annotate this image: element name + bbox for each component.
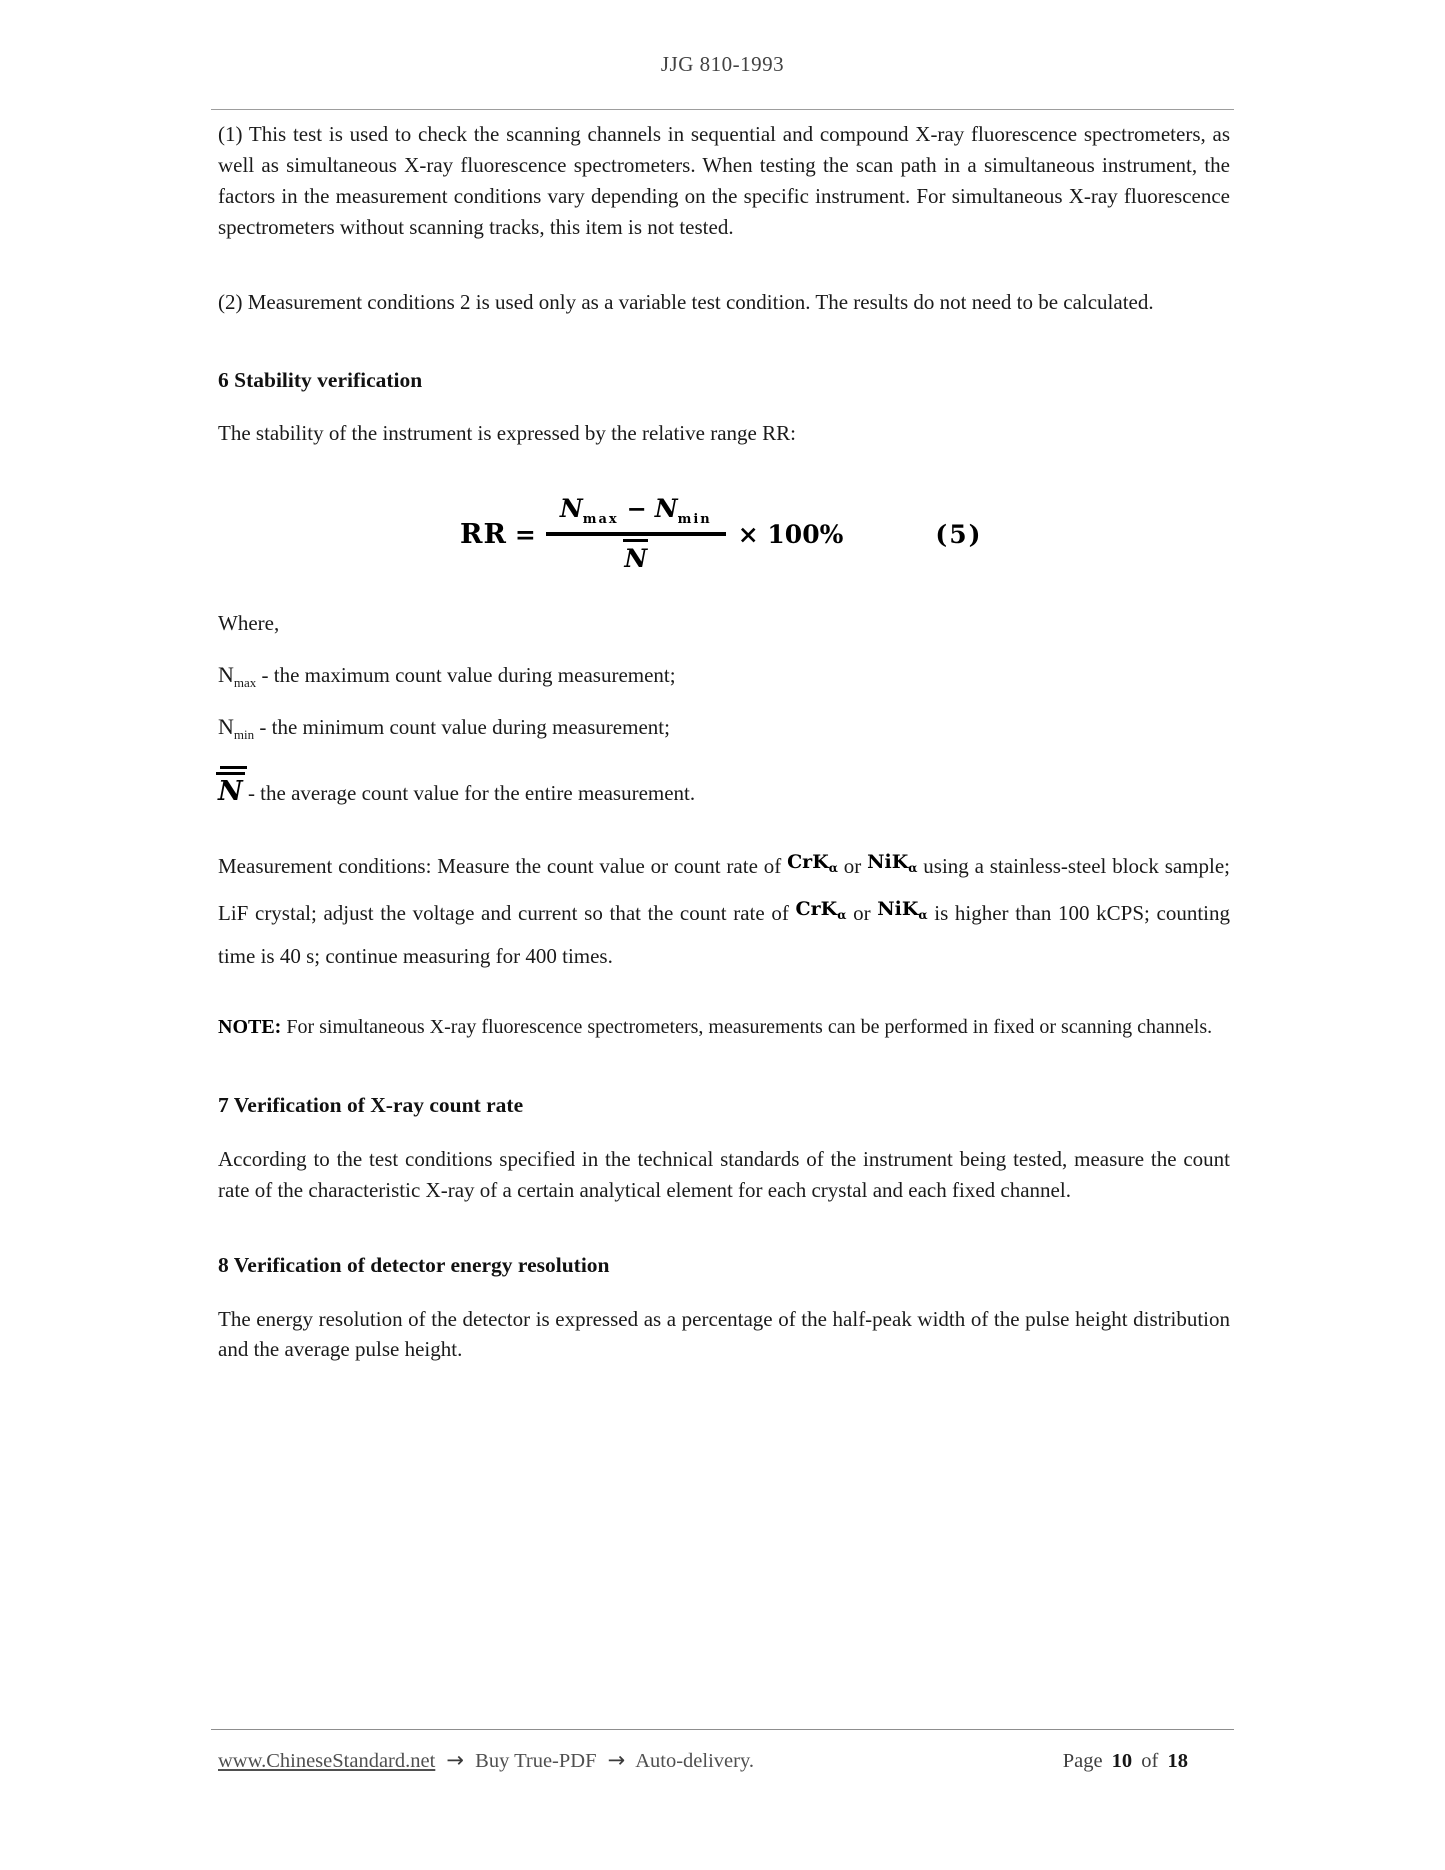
of-label: of — [1141, 1750, 1159, 1772]
note-label: NOTE: — [218, 1016, 282, 1038]
where-label: Where, — [218, 611, 280, 635]
footer-delivery-text: Auto-delivery. — [635, 1750, 755, 1772]
formula-numerator — [546, 494, 726, 536]
definition-nmax — [218, 662, 1230, 691]
minus-sign: − — [626, 494, 647, 523]
n-max-symbol: N — [559, 494, 583, 523]
meas-text-2: using a stainless-steel block sample; LiF crystal; adjust the voltage and current so that the count rate of — [218, 854, 1231, 925]
section-8-heading: 8 Verification of detector energy resolution — [218, 1253, 610, 1277]
nik-alpha-subscript: α — [908, 861, 918, 875]
crk-base: CrK — [787, 851, 829, 873]
footer-left — [218, 1748, 754, 1773]
nika-formula — [877, 898, 927, 920]
page-label: Page — [1062, 1750, 1103, 1772]
section-7-heading: 7 Verification of X-ray count rate — [218, 1093, 524, 1117]
nik-base: NiK — [877, 898, 919, 920]
navg-symbol: N — [218, 776, 243, 807]
meas-or-1: or — [843, 854, 862, 878]
arrow-right-icon: → — [607, 1748, 626, 1772]
n-max-subscript: max — [582, 512, 619, 527]
note-text: For simultaneous X-ray fluorescence spectrometers, measurements can be performed in fixed or scanning channels. — [286, 1016, 1213, 1038]
nmax-subscript: max — [233, 675, 257, 691]
formula-lhs: RR — [460, 518, 507, 550]
n-bar-symbol: N — [624, 544, 648, 573]
arrow-right-icon: → — [446, 1748, 465, 1772]
footer-divider — [211, 1729, 1234, 1730]
formula-equals: = — [514, 519, 536, 549]
note-paragraph — [218, 1012, 1230, 1042]
page-footer — [218, 1748, 1230, 1773]
formula-multiplier: × 100% — [737, 519, 844, 549]
crk-alpha-subscript: α — [828, 861, 838, 875]
section-8-body: The energy resolution of the detector is expressed as a percentage of the half-peak width of the pulse height distribution and the average pulse height. — [218, 1307, 1230, 1361]
crk-alpha-subscript: α — [837, 908, 847, 922]
crka-formula — [796, 898, 847, 920]
footer-buy-text: Buy True-PDF — [475, 1750, 597, 1772]
definition-nmin — [218, 714, 1230, 743]
paragraph-1: (1) This test is used to check the scanning channels in sequential and compound X-ray fluorescence spectrometers, as well as simultaneous X-ray fluorescence spectrometers. When testing the scan path in a simultaneous instrument, the factors in the measurement conditions vary depending on the specific instrument. For simultaneous X-ray fluorescence spectrometers without scanning tracks, this item is not tested. — [218, 122, 1230, 239]
nik-base: NiK — [867, 851, 909, 873]
nika-formula — [867, 851, 917, 873]
formula-denominator — [546, 536, 726, 574]
paragraph-2: (2) Measurement conditions 2 is used only as a variable test condition. The results do not need to be calculated. — [218, 290, 1154, 314]
n-min-symbol: N — [654, 494, 678, 523]
page-total: 18 — [1167, 1750, 1188, 1772]
navg-definition-text: - the average count value for the entire measurement. — [247, 781, 696, 805]
section-6-heading: 6 Stability verification — [218, 368, 423, 392]
footer-website-link[interactable]: www.ChineseStandard.net — [218, 1750, 436, 1772]
nmin-definition-text: - the minimum count value during measurement; — [259, 715, 670, 739]
nmin-subscript: min — [233, 727, 255, 743]
meas-or-2: or — [853, 901, 871, 925]
nik-alpha-subscript: α — [918, 908, 928, 922]
formula-fraction — [546, 494, 726, 574]
crka-formula — [787, 851, 838, 873]
section-6-intro: The stability of the instrument is expressed by the relative range RR: — [218, 421, 796, 445]
section-7-body: According to the test conditions specified in the technical standards of the instrument being tested, measure the count rate of the characteristic X-ray of a certain analytical element for each crystal and each fixed channel. — [218, 1147, 1230, 1202]
n-min-subscript: min — [677, 512, 712, 527]
nmax-symbol: N — [218, 662, 234, 687]
formula-5 — [218, 494, 1230, 574]
meas-text-1: Measurement conditions: Measure the count value or count rate of — [218, 854, 782, 878]
meas-text-3: is higher than 100 kCPS; counting time is 40 s; continue measuring for 400 times. — [218, 901, 1231, 968]
page-current: 10 — [1111, 1750, 1133, 1772]
crk-base: CrK — [795, 898, 838, 920]
header-divider — [211, 109, 1234, 110]
definition-navg — [218, 776, 1230, 807]
formula-number: (5) — [935, 519, 983, 549]
measurement-conditions-paragraph — [218, 842, 1230, 977]
page-header-title: JJG 810-1993 — [660, 52, 785, 76]
page-number — [1063, 1750, 1192, 1773]
nmin-symbol: N — [218, 714, 234, 739]
formula-equation — [460, 494, 843, 574]
nmax-definition-text: - the maximum count value during measurement; — [261, 663, 676, 687]
